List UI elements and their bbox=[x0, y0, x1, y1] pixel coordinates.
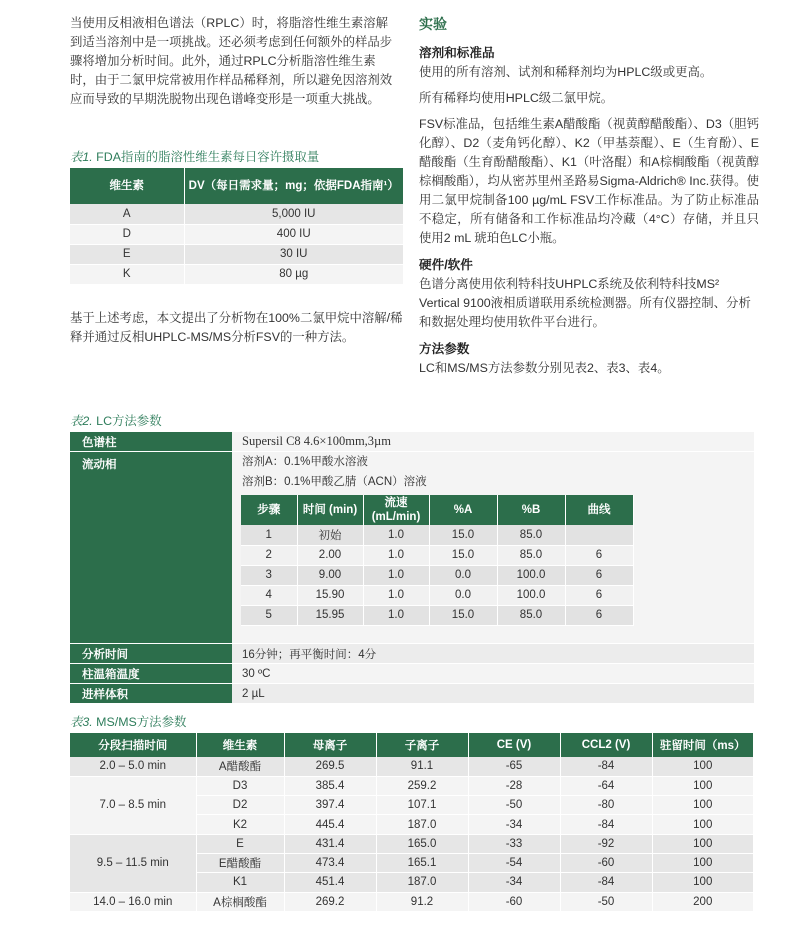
table2-value-analysis: 16分钟；再平衡时间：4分 bbox=[232, 644, 754, 663]
table1-cell: A bbox=[70, 204, 184, 224]
table3-cell: -50 bbox=[468, 796, 560, 815]
method-paragraph: LC和MS/MS方法参数分别见表2、表3、表4。 bbox=[419, 361, 670, 375]
gradient-table bbox=[241, 495, 634, 626]
scan-window-cell: 7.0 – 8.5 min bbox=[70, 776, 196, 834]
gradient-cell: 100.0 bbox=[497, 585, 565, 605]
solvent-b-text: 溶剂B：0.1%甲酸乙腈（ACN）溶液 bbox=[242, 476, 427, 488]
table3-cell: -84 bbox=[560, 757, 652, 776]
table-row bbox=[241, 605, 633, 625]
gradient-cell: 2.00 bbox=[297, 545, 363, 565]
table1-cell: 5,000 IU bbox=[184, 204, 404, 224]
intro-paragraph-1: 当使用反相液相色谱法（RPLC）时，将脂溶性维生素溶解到适当溶剂中是一项挑战。还必须考虑到任何额外的样品步骤将增加分析时间。此外，通过RPLC分析脂溶性维生素时，由于二氯甲烷常被用作样品稀释剂，所以避免因溶剂效应而导致的早期洗脱物出现色谱峰变形是一项重大挑战。 bbox=[70, 16, 393, 106]
gradient-cell: 4 bbox=[241, 585, 297, 605]
table3-cell: -64 bbox=[560, 776, 652, 795]
table3-cell: 100 bbox=[652, 853, 754, 872]
table-row bbox=[241, 585, 633, 605]
gradient-header: 流速 (mL/min) bbox=[363, 495, 429, 525]
table3-cell: D2 bbox=[196, 796, 284, 815]
table3-cell: E醋酸酯 bbox=[196, 853, 284, 872]
gradient-cell: 5 bbox=[241, 605, 297, 625]
gradient-header: %A bbox=[429, 495, 497, 525]
solvent-a-text: 溶剂A：0.1%甲酸水溶液 bbox=[242, 456, 368, 468]
table3-cell: -80 bbox=[560, 796, 652, 815]
table1-caption bbox=[70, 147, 410, 165]
table3-cell: 269.2 bbox=[284, 892, 376, 911]
table3-cell: 165.0 bbox=[376, 834, 468, 853]
table3-cell: -84 bbox=[560, 815, 652, 834]
gradient-cell: 0.0 bbox=[429, 585, 497, 605]
table3-cell: 100 bbox=[652, 757, 754, 776]
heading-hardware: 硬件/软件 bbox=[419, 258, 473, 272]
gradient-cell: 15.0 bbox=[429, 605, 497, 625]
gradient-cell: 85.0 bbox=[497, 545, 565, 565]
solvents-paragraph-3: FSV标准品，包括维生素A醋酸酯（视黄醇醋酸酯）、D3（胆钙化醇）、D2（麦角钙化醇）、K2（甲基萘醌）、E（生育酚）、E醋酸酯（生育酚醋酸酯）、K1（叶洛醌）和A棕榈酸酯（视黄醇棕榈酸酯），均从密苏里州圣路易Sigma-Aldrich® Inc.获得。使用二氯甲烷制备100 µg/mL FSV工作标准品。为了防止标准品不稳定，所有储备和工作标准品均冷藏（4°C）存储，并且只使用2 mL 琥珀色LC小瓶。 bbox=[419, 117, 759, 245]
hardware-paragraph: 色谱分离使用依利特科技UHPLC系统及依利特科技MS² Vertical 9100液相质谱联用系统检测器。所有仪器控制、分析和数据处理均使用软件平台进行。 bbox=[419, 277, 751, 329]
table3-header: 母离子 bbox=[284, 733, 376, 757]
table3-cell: 397.4 bbox=[284, 796, 376, 815]
table3-cell: 100 bbox=[652, 796, 754, 815]
gradient-header: 时间 (min) bbox=[297, 495, 363, 525]
gradient-header: 步骤 bbox=[241, 495, 297, 525]
table3-cell: K2 bbox=[196, 815, 284, 834]
table3-cell: 107.1 bbox=[376, 796, 468, 815]
table3-cell: D3 bbox=[196, 776, 284, 795]
table-row bbox=[70, 452, 754, 644]
table3-cell: -54 bbox=[468, 853, 560, 872]
gradient-cell: 1.0 bbox=[363, 545, 429, 565]
gradient-cell: 15.90 bbox=[297, 585, 363, 605]
table3-caption-text: MS/MS方法参数 bbox=[92, 715, 187, 729]
table3-cell: 269.5 bbox=[284, 757, 376, 776]
table3-cell: -33 bbox=[468, 834, 560, 853]
table3-header: 子离子 bbox=[376, 733, 468, 757]
table-row bbox=[70, 757, 754, 776]
gradient-cell: 1.0 bbox=[363, 565, 429, 585]
table3-cell: E bbox=[196, 834, 284, 853]
table3-cell: 385.4 bbox=[284, 776, 376, 795]
heading-solvents: 溶剂和标准品 bbox=[419, 46, 495, 60]
gradient-cell: 初始 bbox=[297, 525, 363, 545]
table-row bbox=[70, 892, 754, 911]
table3-cell: 91.1 bbox=[376, 757, 468, 776]
gradient-cell: 0.0 bbox=[429, 565, 497, 585]
table3-cell: 445.4 bbox=[284, 815, 376, 834]
table3-cell: 200 bbox=[652, 892, 754, 911]
table3-cell: 100 bbox=[652, 776, 754, 795]
scan-window-cell: 2.0 – 5.0 min bbox=[70, 757, 196, 776]
left-column bbox=[70, 14, 410, 347]
table3-caption-num: 表3. bbox=[70, 715, 93, 729]
table2-caption-text: LC方法参数 bbox=[92, 414, 162, 428]
table2-mobile-phase bbox=[232, 452, 754, 643]
table1-caption-num: 表1. bbox=[70, 150, 93, 164]
gradient-cell: 1.0 bbox=[363, 605, 429, 625]
table-row bbox=[70, 224, 404, 244]
table3-header: 分段扫描时间 bbox=[70, 733, 196, 757]
table3-cell: -92 bbox=[560, 834, 652, 853]
gradient-cell bbox=[565, 525, 633, 545]
section-title-experiment: 实验 bbox=[419, 16, 447, 32]
table-row bbox=[70, 834, 754, 853]
solvents-paragraph-2: 所有稀释均使用HPLC级二氯甲烷。 bbox=[419, 91, 614, 105]
table1-cell: 80 µg bbox=[184, 264, 404, 284]
table3-cell: 187.0 bbox=[376, 815, 468, 834]
gradient-header: 曲线 bbox=[565, 495, 633, 525]
table1-header-vitamin: 维生素 bbox=[70, 168, 184, 204]
table3-cell: 451.4 bbox=[284, 873, 376, 892]
table3-cell: -84 bbox=[560, 873, 652, 892]
table3-cell: K1 bbox=[196, 873, 284, 892]
gradient-cell: 15.0 bbox=[429, 545, 497, 565]
table3-cell: 187.0 bbox=[376, 873, 468, 892]
gradient-cell: 100.0 bbox=[497, 565, 565, 585]
gradient-cell: 3 bbox=[241, 565, 297, 585]
table3-cell: A醋酸酯 bbox=[196, 757, 284, 776]
table2-value-injection: 2 µL bbox=[232, 684, 754, 703]
table3-cell: 473.4 bbox=[284, 853, 376, 872]
intro-paragraph-2: 基于上述考虑，本文提出了分析物在100%二氯甲烷中溶解/稀释并通过反相UHPLC-MS/MS分析FSV的一种方法。 bbox=[70, 310, 403, 344]
table-row bbox=[70, 684, 754, 704]
gradient-cell: 15.95 bbox=[297, 605, 363, 625]
table-row bbox=[70, 244, 404, 264]
table-row bbox=[70, 432, 754, 452]
table2-label-temp: 柱温箱温度 bbox=[70, 664, 232, 683]
table-row bbox=[70, 644, 754, 664]
table3-cell: A棕榈酸酯 bbox=[196, 892, 284, 911]
table3-cell: 100 bbox=[652, 815, 754, 834]
gradient-cell: 2 bbox=[241, 545, 297, 565]
gradient-cell: 85.0 bbox=[497, 605, 565, 625]
table3 bbox=[70, 733, 754, 912]
table3-header: CE (V) bbox=[468, 733, 560, 757]
table1-caption-text: FDA指南的脂溶性维生素每日容许摄取量 bbox=[92, 150, 320, 164]
gradient-cell: 1.0 bbox=[363, 585, 429, 605]
gradient-header: %B bbox=[497, 495, 565, 525]
gradient-cell: 15.0 bbox=[429, 525, 497, 545]
table-row bbox=[70, 264, 404, 284]
table1-cell: 30 IU bbox=[184, 244, 404, 264]
table3-cell: 259.2 bbox=[376, 776, 468, 795]
table3-cell: 431.4 bbox=[284, 834, 376, 853]
gradient-cell: 9.00 bbox=[297, 565, 363, 585]
table2-caption-num: 表2. bbox=[70, 414, 93, 428]
table3-cell: -60 bbox=[468, 892, 560, 911]
scan-window-cell: 14.0 – 16.0 min bbox=[70, 892, 196, 911]
scan-window-cell: 9.5 – 11.5 min bbox=[70, 834, 196, 892]
gradient-cell: 1 bbox=[241, 525, 297, 545]
table3-container bbox=[70, 712, 754, 912]
table1-cell: E bbox=[70, 244, 184, 264]
table3-cell: 91.2 bbox=[376, 892, 468, 911]
table3-cell: -34 bbox=[468, 815, 560, 834]
table1-header-dv: DV（每日需求量；mg；依据FDA指南¹） bbox=[184, 168, 404, 204]
gradient-cell: 6 bbox=[565, 545, 633, 565]
right-column bbox=[419, 14, 759, 378]
table-row bbox=[70, 664, 754, 684]
table2-value-temp: 30 ºC bbox=[232, 664, 754, 683]
table2-label-mobile: 流动相 bbox=[70, 452, 232, 643]
table3-header: 维生素 bbox=[196, 733, 284, 757]
table2-container bbox=[70, 411, 754, 704]
solvents-paragraph-1: 使用的所有溶剂、试剂和稀释剂均为HPLC级或更高。 bbox=[419, 65, 713, 79]
table1-cell: D bbox=[70, 224, 184, 244]
table2-label-analysis: 分析时间 bbox=[70, 644, 232, 663]
table3-cell: 100 bbox=[652, 873, 754, 892]
table3-header: CCL2 (V) bbox=[560, 733, 652, 757]
table3-cell: 100 bbox=[652, 834, 754, 853]
table-row bbox=[241, 565, 633, 585]
table-row bbox=[241, 545, 633, 565]
table2-caption bbox=[70, 411, 754, 429]
table-row bbox=[70, 776, 754, 795]
table3-cell: -34 bbox=[468, 873, 560, 892]
table2-label-column: 色谱柱 bbox=[70, 432, 232, 451]
table-row bbox=[70, 204, 404, 224]
table3-cell: -50 bbox=[560, 892, 652, 911]
table3-header: 驻留时间（ms） bbox=[652, 733, 754, 757]
heading-method: 方法参数 bbox=[419, 342, 470, 356]
table3-cell: 165.1 bbox=[376, 853, 468, 872]
table2-label-injection: 进样体积 bbox=[70, 684, 232, 703]
table3-cell: -28 bbox=[468, 776, 560, 795]
table3-cell: -60 bbox=[560, 853, 652, 872]
table3-caption bbox=[70, 712, 754, 730]
table1 bbox=[70, 168, 404, 285]
gradient-cell: 6 bbox=[565, 605, 633, 625]
table1-cell: K bbox=[70, 264, 184, 284]
gradient-cell: 85.0 bbox=[497, 525, 565, 545]
gradient-cell: 1.0 bbox=[363, 525, 429, 545]
table3-cell: -65 bbox=[468, 757, 560, 776]
table2 bbox=[70, 432, 754, 704]
table1-cell: 400 IU bbox=[184, 224, 404, 244]
table2-value-column: Supersil C8 4.6×100mm,3µm bbox=[232, 432, 754, 451]
gradient-cell: 6 bbox=[565, 565, 633, 585]
table-row bbox=[241, 525, 633, 545]
gradient-cell: 6 bbox=[565, 585, 633, 605]
